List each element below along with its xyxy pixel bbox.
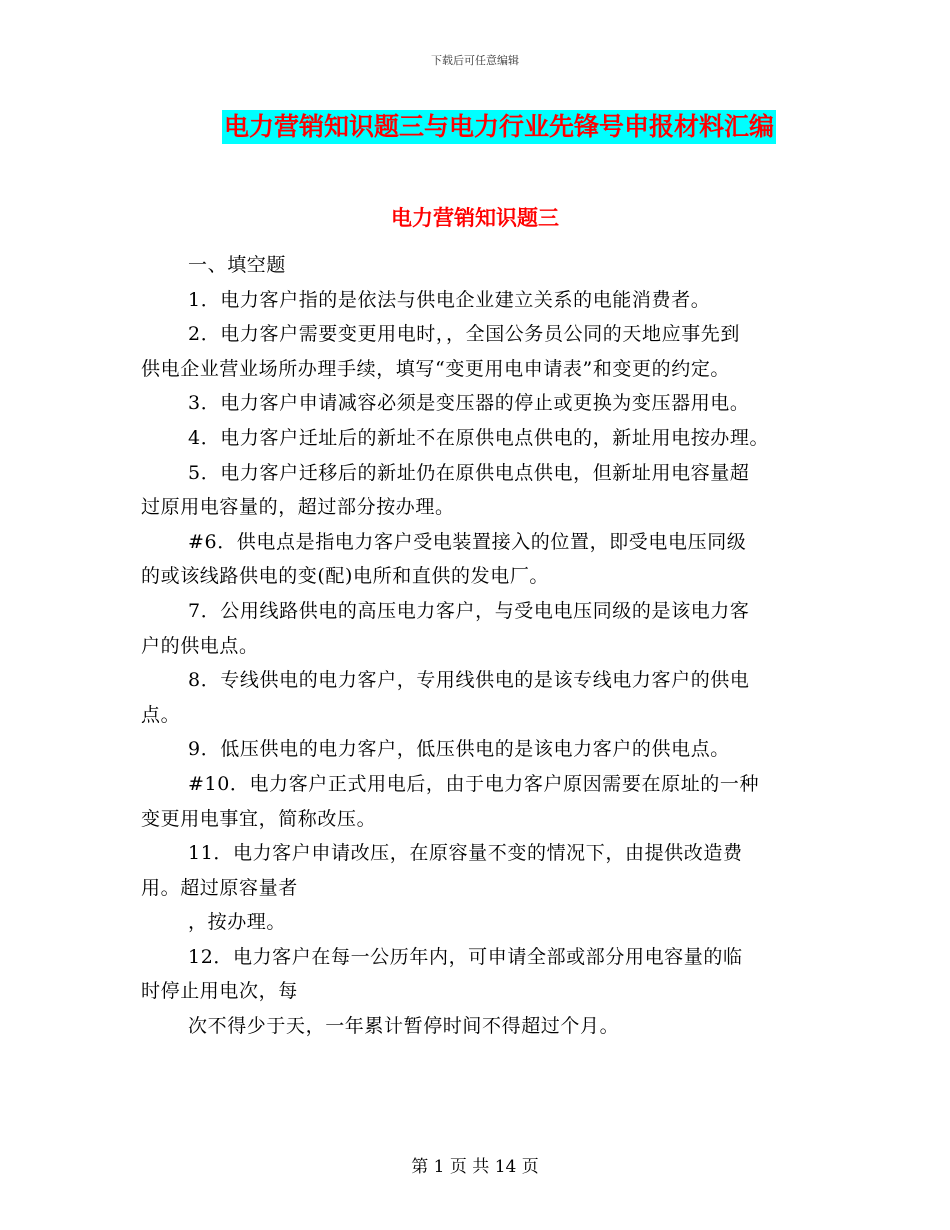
section-title: 电力营销知识题三 [391, 206, 559, 230]
text-line: 1．电力客户指的是依法与供电企业建立关系的电能消费者。 [188, 288, 711, 311]
text-line: 4．电力客户迁址后的新址不在原供电点供电的，新址用电按办理。 [188, 426, 770, 449]
text-line: 点。 [141, 703, 181, 726]
text-line: #10．电力客户正式用电后，由于电力客户原因需要在原址的一种 [188, 772, 760, 795]
text-line: 供电企业营业场所办理手续，填写“变更用电申请表”和变更的约定。 [141, 357, 731, 380]
text-line: 一、填空题 [188, 254, 287, 276]
document-title: 电力营销知识题三与电力行业先锋号申报材料汇编 [222, 110, 776, 144]
text-line: 5．电力客户迁移后的新址仍在原供电点供电，但新址用电容量超 [188, 461, 750, 484]
text-line: 时停止用电次，每 [141, 980, 298, 1003]
text-line: 次不得少于天，一年累计暂停时间不得超过个月。 [188, 1015, 620, 1038]
text-line: 3．电力客户申请减容必须是变压器的停止或更换为变压器用电。 [188, 392, 750, 415]
text-line: 用。超过原容量者 [141, 876, 298, 899]
text-line: 8．专线供电的电力客户，专用线供电的是该专线电力客户的供电 [188, 669, 750, 692]
footer-page-word: 页 [449, 1157, 467, 1177]
text-line: #6．供电点是指电力客户受电装置接入的位置，即受电电压同级 [188, 530, 747, 553]
footer-prefix: 第 [411, 1157, 429, 1177]
text-line: 2．电力客户需要变更用电时，，全国公务员公同的天地应事先到 [188, 323, 740, 346]
text-line: 12．电力客户在每一公历年内，可申请全部或部分用电容量的临 [188, 945, 743, 968]
header-note: 下载后可任意编辑 [431, 54, 519, 67]
main-title-wrap [0, 110, 950, 144]
text-line: 过原用电容量的，超过部分按办理。 [141, 496, 455, 519]
text-line: ，按办理。 [188, 911, 287, 934]
footer-total-word: 共 [472, 1157, 490, 1177]
text-line: 户的供电点。 [141, 634, 259, 657]
page-footer [0, 1152, 950, 1177]
text-line: 7．公用线路供电的高压电力客户，与受电电压同级的是该电力客 [188, 599, 750, 622]
text-line: 变更用电事宜，简称改压。 [141, 807, 377, 830]
total-page-count: 14 [494, 1157, 517, 1177]
document-body [141, 248, 831, 1044]
text-line: 的或该线路供电的变(配)电所和直供的发电厂。 [141, 565, 550, 588]
current-page-number: 1 [433, 1157, 445, 1177]
footer-suffix: 页 [521, 1157, 539, 1177]
text-line: 9．低压供电的电力客户，低压供电的是该电力客户的供电点。 [188, 738, 730, 761]
text-line: 11．电力客户申请改压，在原容量不变的情况下，由提供改造费 [188, 842, 743, 865]
